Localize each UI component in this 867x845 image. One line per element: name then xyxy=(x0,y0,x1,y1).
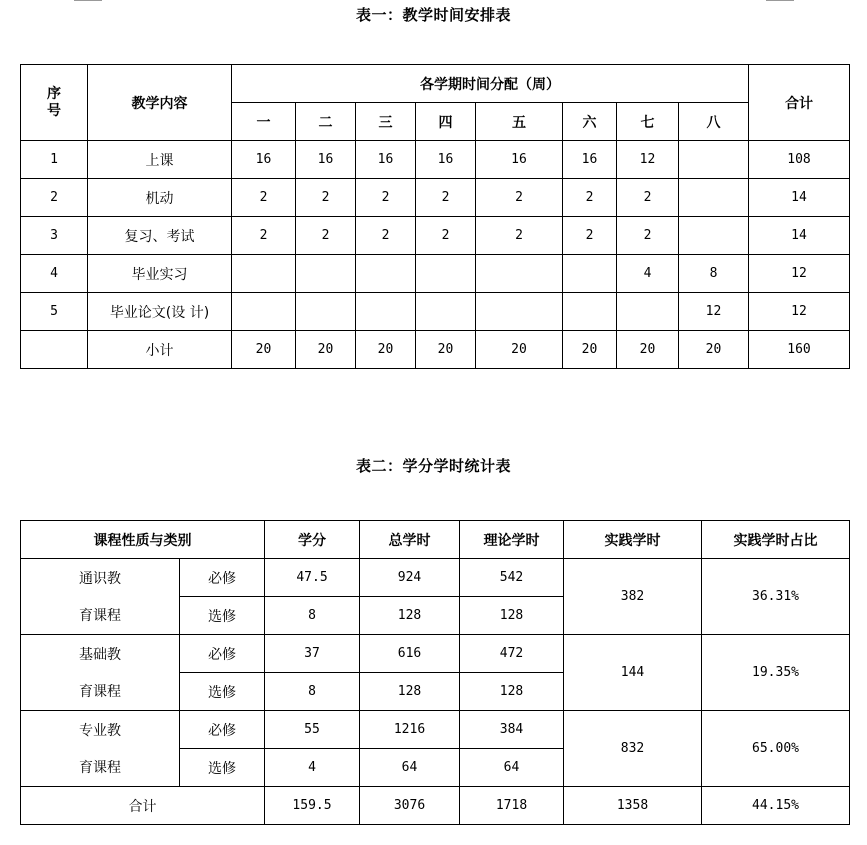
header-semester: 八 xyxy=(679,103,749,141)
row-semester-value: 2 xyxy=(296,179,356,217)
row-semester-value: 2 xyxy=(296,217,356,255)
header-semester: 二 xyxy=(296,103,356,141)
row-semester-value: 2 xyxy=(563,217,617,255)
row-total: 12 xyxy=(749,293,850,331)
row-semester-value: 2 xyxy=(476,179,563,217)
table-row xyxy=(21,559,850,597)
row-semester-value: 20 xyxy=(617,331,679,369)
row-semester-value: 20 xyxy=(563,331,617,369)
total-practice-hours: 1358 xyxy=(564,787,702,825)
row-semester-value: 20 xyxy=(232,331,296,369)
row-content: 毕业实习 xyxy=(88,255,232,293)
row-semester-value: 2 xyxy=(617,179,679,217)
teaching-schedule-table xyxy=(20,64,850,369)
row-seq xyxy=(21,331,88,369)
header-semester: 四 xyxy=(416,103,476,141)
table-row xyxy=(21,331,850,369)
row-seq: 4 xyxy=(21,255,88,293)
theory-hours-value: 128 xyxy=(460,673,564,711)
practice-ratio-value: 65.00% xyxy=(702,711,850,787)
row-semester-value: 20 xyxy=(296,331,356,369)
row-semester-value: 2 xyxy=(232,179,296,217)
total-hours-value: 128 xyxy=(360,673,460,711)
row-semester-value: 20 xyxy=(416,331,476,369)
credits-value: 4 xyxy=(265,749,360,787)
row-semester-value: 16 xyxy=(356,141,416,179)
header-rule-right xyxy=(766,0,794,1)
row-semester-value: 2 xyxy=(232,217,296,255)
row-semester-value xyxy=(416,293,476,331)
row-semester-value: 16 xyxy=(296,141,356,179)
credits-value: 8 xyxy=(265,597,360,635)
row-semester-value xyxy=(563,255,617,293)
table-row xyxy=(21,255,850,293)
row-semester-value: 16 xyxy=(232,141,296,179)
course-type: 选修 xyxy=(180,597,265,635)
row-semester-value: 2 xyxy=(356,179,416,217)
row-semester-value xyxy=(356,293,416,331)
header-category: 课程性质与类别 xyxy=(21,521,265,559)
row-seq: 1 xyxy=(21,141,88,179)
row-semester-value xyxy=(679,179,749,217)
total-hours-value: 1216 xyxy=(360,711,460,749)
category-name: 基础教 xyxy=(21,635,180,673)
row-total: 160 xyxy=(749,331,850,369)
row-semester-value: 8 xyxy=(679,255,749,293)
row-semester-value xyxy=(296,293,356,331)
category-name: 育课程 xyxy=(21,673,180,711)
header-semester: 七 xyxy=(617,103,679,141)
row-semester-value xyxy=(356,255,416,293)
total-hours-value: 64 xyxy=(360,749,460,787)
header-semester: 五 xyxy=(476,103,563,141)
total-hours-value: 924 xyxy=(360,559,460,597)
row-semester-value xyxy=(296,255,356,293)
header-seq: 序 号 xyxy=(21,65,88,141)
row-semester-value: 2 xyxy=(617,217,679,255)
category-name: 通识教 xyxy=(21,559,180,597)
header-semester: 一 xyxy=(232,103,296,141)
total-credits: 159.5 xyxy=(265,787,360,825)
header-practice-ratio: 实践学时占比 xyxy=(702,521,850,559)
table-row xyxy=(21,217,850,255)
header-content: 教学内容 xyxy=(88,65,232,141)
credits-value: 55 xyxy=(265,711,360,749)
header-semester: 三 xyxy=(356,103,416,141)
row-seq: 2 xyxy=(21,179,88,217)
header-theory-hours: 理论学时 xyxy=(460,521,564,559)
header-total: 合计 xyxy=(749,65,850,141)
category-name: 育课程 xyxy=(21,597,180,635)
row-semester-value: 20 xyxy=(356,331,416,369)
theory-hours-value: 384 xyxy=(460,711,564,749)
total-total-hours: 3076 xyxy=(360,787,460,825)
table-row xyxy=(21,179,850,217)
table2-title: 表二：学分学时统计表 xyxy=(355,457,511,475)
total-hours-value: 616 xyxy=(360,635,460,673)
row-semester-value: 12 xyxy=(617,141,679,179)
credits-value: 37 xyxy=(265,635,360,673)
row-semester-value: 20 xyxy=(679,331,749,369)
total-practice-ratio: 44.15% xyxy=(702,787,850,825)
theory-hours-value: 64 xyxy=(460,749,564,787)
row-total: 108 xyxy=(749,141,850,179)
practice-ratio-value: 36.31% xyxy=(702,559,850,635)
row-total: 14 xyxy=(749,179,850,217)
total-hours-value: 128 xyxy=(360,597,460,635)
header-total-hours: 总学时 xyxy=(360,521,460,559)
course-type: 必修 xyxy=(180,635,265,673)
row-semester-value: 2 xyxy=(356,217,416,255)
header-semester: 六 xyxy=(563,103,617,141)
theory-hours-value: 542 xyxy=(460,559,564,597)
row-total: 12 xyxy=(749,255,850,293)
table1-title: 表一：教学时间安排表 xyxy=(355,6,511,24)
row-semester-value: 20 xyxy=(476,331,563,369)
theory-hours-value: 128 xyxy=(460,597,564,635)
practice-hours-value: 382 xyxy=(564,559,702,635)
course-type: 选修 xyxy=(180,673,265,711)
table-row xyxy=(21,635,850,673)
table-row xyxy=(21,141,850,179)
theory-hours-value: 472 xyxy=(460,635,564,673)
row-semester-value xyxy=(232,293,296,331)
row-semester-value: 2 xyxy=(416,217,476,255)
row-total: 14 xyxy=(749,217,850,255)
practice-hours-value: 832 xyxy=(564,711,702,787)
row-semester-value: 16 xyxy=(476,141,563,179)
row-seq: 3 xyxy=(21,217,88,255)
course-type: 必修 xyxy=(180,711,265,749)
credits-value: 47.5 xyxy=(265,559,360,597)
row-semester-value: 2 xyxy=(476,217,563,255)
practice-ratio-value: 19.35% xyxy=(702,635,850,711)
header-credits: 学分 xyxy=(265,521,360,559)
category-name: 专业教 xyxy=(21,711,180,749)
row-content: 上课 xyxy=(88,141,232,179)
row-semester-value xyxy=(476,293,563,331)
table-row xyxy=(21,711,850,749)
category-name: 育课程 xyxy=(21,749,180,787)
course-type: 选修 xyxy=(180,749,265,787)
total-theory-hours: 1718 xyxy=(460,787,564,825)
row-semester-value xyxy=(232,255,296,293)
row-content: 毕业论文(设 计) xyxy=(88,293,232,331)
row-semester-value xyxy=(679,217,749,255)
row-semester-value xyxy=(679,141,749,179)
total-label: 合计 xyxy=(21,787,265,825)
row-semester-value xyxy=(476,255,563,293)
header-rule-left xyxy=(74,0,102,1)
table-row xyxy=(21,293,850,331)
practice-hours-value: 144 xyxy=(564,635,702,711)
row-semester-value xyxy=(563,293,617,331)
header-distribution: 各学期时间分配（周） xyxy=(232,65,749,103)
row-semester-value: 16 xyxy=(416,141,476,179)
row-semester-value: 2 xyxy=(563,179,617,217)
credits-value: 8 xyxy=(265,673,360,711)
row-seq: 5 xyxy=(21,293,88,331)
header-practice-hours: 实践学时 xyxy=(564,521,702,559)
row-semester-value: 12 xyxy=(679,293,749,331)
row-semester-value: 16 xyxy=(563,141,617,179)
row-semester-value: 4 xyxy=(617,255,679,293)
course-type: 必修 xyxy=(180,559,265,597)
row-content: 小计 xyxy=(88,331,232,369)
row-content: 复习、考试 xyxy=(88,217,232,255)
credit-hours-table xyxy=(20,520,850,825)
row-semester-value: 2 xyxy=(416,179,476,217)
row-semester-value xyxy=(416,255,476,293)
row-semester-value xyxy=(617,293,679,331)
row-content: 机动 xyxy=(88,179,232,217)
